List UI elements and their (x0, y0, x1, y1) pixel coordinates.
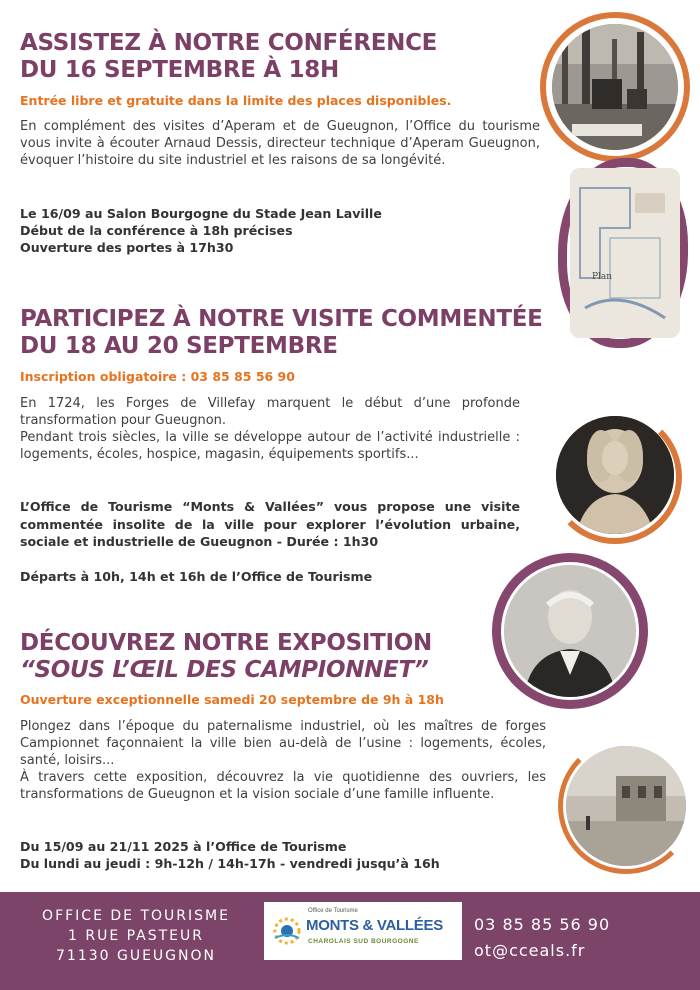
section2-departures: Départs à 10h, 14h et 16h de l’Office de Tourisme (20, 569, 373, 584)
street-photo (566, 746, 686, 866)
section3-highlight: Ouverture exceptionnelle samedi 20 septembre de 9h à 18h (20, 692, 444, 707)
factory-illustration (552, 24, 678, 150)
map-illustration (570, 168, 680, 338)
section3-title-line1: DÉCOUVREZ NOTRE EXPOSITION (20, 630, 432, 656)
section3-title-line2: “SOUS L’ŒIL DES CAMPIONNET” (20, 657, 429, 683)
section2-title-line1: PARTICIPEZ À NOTRE VISITE COMMENTÉE (20, 306, 543, 332)
section2-title-line2: DU 18 AU 20 SEPTEMBRE (20, 333, 338, 359)
logo-sub-text: CHAROLAIS SUD BOURGOGNE (308, 938, 419, 945)
section1-highlight: Entrée libre et gratuite dans la limite des places disponibles. (20, 93, 452, 108)
footer-phone[interactable]: 03 85 85 56 90 (474, 915, 611, 934)
bust-photo (556, 416, 674, 534)
portrait-illustration (504, 565, 636, 697)
footer-address (22, 906, 250, 966)
section1-title-line2: DU 16 SEPTEMBRE À 18H (20, 57, 339, 83)
section2-paragraph-2: Pendant trois siècles, la ville se développe autour de l’activité industrielle : logements, écoles, hospice, magasin, équipements sportifs... (20, 430, 520, 462)
portrait-photo (504, 565, 636, 697)
section1-title-line1: ASSISTEZ À NOTRE CONFÉRENCE (20, 30, 438, 56)
section3-title (20, 630, 432, 684)
section3-details (20, 838, 440, 872)
footer (0, 892, 700, 990)
logo-emblem-icon (270, 914, 304, 948)
section1-detail-2: Début de la conférence à 18h précises (20, 223, 293, 238)
footer-address-line3: 71130 GUEUGNON (56, 948, 216, 964)
footer-address-line1: OFFICE DE TOURISME (42, 908, 230, 924)
section1-details (20, 205, 382, 256)
section1-paragraph: En complément des visites d’Aperam et de Gueugnon, l’Office du tourisme vous invite à écouter Arnaud Dessis, directeur technique d’Aperam Gueugnon, évoquer l’histoire du site industriel et les raisons de sa longévité. (20, 119, 540, 168)
section3-paragraph-2: À travers cette exposition, découvrez la vie quotidienne des ouvriers, les transformations de Gueugnon et la vision sociale d’une famille influente. (20, 770, 546, 802)
logo-main-text: MONTS & VALLÉES (306, 917, 443, 934)
section2-paragraph-1: En 1724, les Forges de Villefay marquent le début d’une profonde transformation pour Gueugnon. (20, 396, 520, 428)
tourism-logo[interactable] (264, 902, 462, 960)
section1-detail-3: Ouverture des portes à 17h30 (20, 240, 234, 255)
section3-detail-2: Du lundi au jeudi : 9h-12h / 14h-17h - vendredi jusqu’à 16h (20, 856, 440, 871)
section3-paragraph-1: Plongez dans l’époque du paternalisme industriel, où les maîtres de forges Campionnet façonnaient la ville bien au-delà de l’usine : logements, écoles, santé, loisirs... (20, 719, 546, 768)
section2-bold-paragraph: L’Office de Tourisme “Monts & Vallées” vous propose une visite commentée insolite de la ville pour explorer l’évolution urbaine, sociale et industrielle de Gueugnon - Durée : 1h30 (20, 499, 520, 549)
map-photo (570, 168, 680, 338)
section2-highlight: Inscription obligatoire : 03 85 85 56 90 (20, 369, 295, 384)
section1-detail-1: Le 16/09 au Salon Bourgogne du Stade Jean Laville (20, 206, 382, 221)
footer-contact (474, 912, 694, 964)
section3-paragraphs (20, 718, 546, 803)
bust-illustration (556, 416, 674, 534)
logo-small-text: Office de Tourisme (308, 908, 358, 914)
street-illustration (566, 746, 686, 866)
section3-detail-1: Du 15/09 au 21/11 2025 à l’Office de Tourisme (20, 839, 347, 854)
footer-email[interactable]: ot@cceals.fr (474, 941, 586, 960)
section1-title (20, 30, 437, 84)
section2-paragraphs (20, 395, 520, 463)
factory-photo (552, 24, 678, 150)
map-caption: Plan (592, 272, 613, 282)
footer-address-line2: 1 RUE PASTEUR (67, 928, 204, 944)
section2-title (20, 306, 543, 360)
